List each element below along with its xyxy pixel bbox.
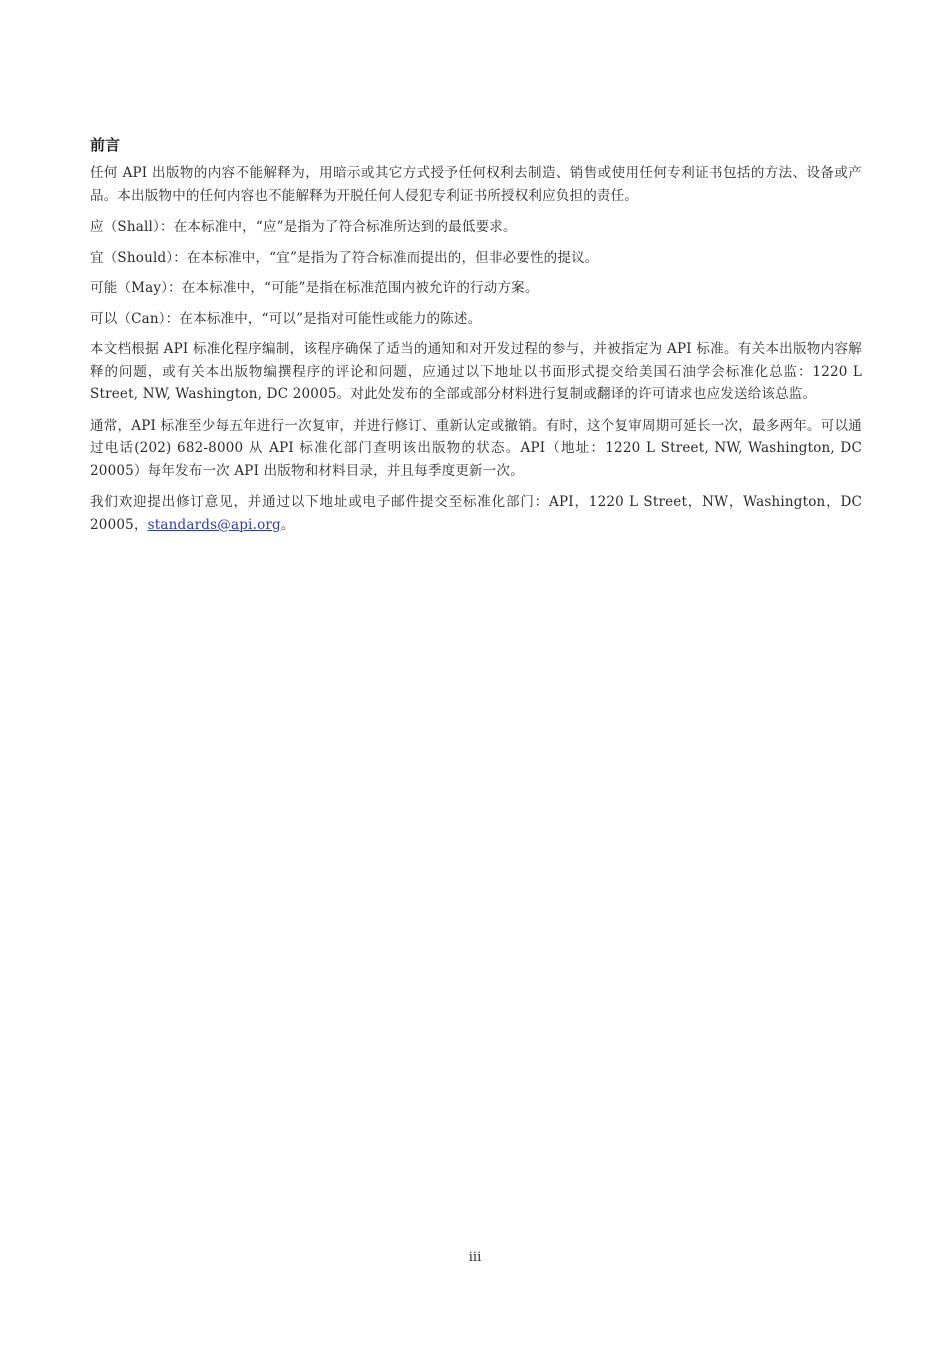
paragraph-revision-contact bbox=[90, 491, 862, 536]
paragraph-standards-procedures: 本文档根据 API 标准化程序编制，该程序确保了适当的通知和对开发过程的参与，并被指定为 API 标准。有关本出版物内容解释的问题，或有关本出版物编撰程序的评论和问题，应通过以下地址以书面形式提交给美国石油学会标准化总监：1220 L Street, NW, Washington, DC 20005。对此处发布的全部或部分材料进行复制或翻译的许可请求也应发送给该总监。 bbox=[90, 341, 862, 402]
foreword-body bbox=[90, 162, 862, 545]
paragraph-can-definition: 可以（Can）：在本标准中，“可以”是指对可能性或能力的陈述。 bbox=[90, 310, 482, 327]
section-heading: 前言 bbox=[90, 136, 121, 154]
paragraph-should-definition: 宜（Should）：在本标准中，“宜”是指为了符合标准而提出的，但非必要性的提议。 bbox=[90, 249, 599, 266]
standards-email-link[interactable]: standards@api.org bbox=[147, 516, 281, 533]
paragraph-review-cycle: 通常，API 标准至少每五年进行一次复审，并进行修订、重新认定或撤销。有时，这个复审周期可延长一次，最多两年。可以通过电话(202) 682-8000 从 API 标准化部门查明该出版物的状态。API（地址：1220 L Street, NW, Washington, DC 20005）每年发布一次 API 出版物和材料目录，并且每季度更新一次。 bbox=[90, 417, 862, 479]
paragraph-shall-definition: 应（Shall）：在本标准中，“应”是指为了符合标准所达到的最低要求。 bbox=[90, 219, 517, 235]
paragraph-may-definition: 可能（May）：在本标准中，“可能”是指在标准范围内被允许的行动方案。 bbox=[90, 280, 539, 296]
page-number: iii bbox=[468, 1250, 482, 1265]
revision-contact-text: 我们欢迎提出修订意见，并通过以下地址或电子邮件提交至标准化部门：API，1220 L Street，NW，Washington，DC 20005， bbox=[90, 494, 862, 533]
revision-contact-end: 。 bbox=[280, 516, 295, 533]
paragraph-patent-disclaimer: 任何 API 出版物的内容不能解释为，用暗示或其它方式授予任何权利去制造、销售或使用任何专利证书包括的方法、设备或产品。本出版物中的任何内容也不能解释为开脱任何人侵犯专利证书所授权利应负担的责任。 bbox=[90, 165, 862, 204]
